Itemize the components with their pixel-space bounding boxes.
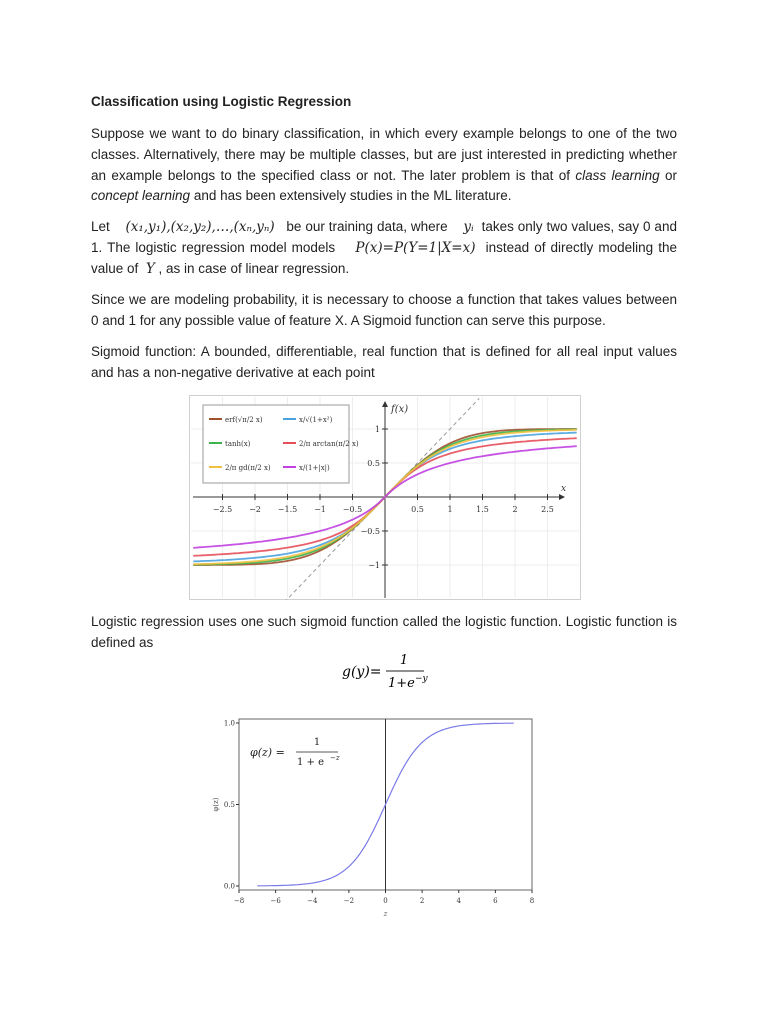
math-yi: yᵢ — [463, 219, 474, 235]
annotation-numerator: 1 — [313, 737, 321, 748]
legend-label-gd: 2/π gd(π/2 x) — [225, 464, 271, 472]
p2-text-b: be our training data, where — [286, 219, 448, 234]
annotation-denominator: 1 + e — [297, 757, 325, 768]
y-tick-label: −1 — [368, 561, 380, 570]
annotation-lhs: φ(z) = — [250, 746, 285, 759]
y-axis-label: φ(z) — [212, 797, 220, 812]
math-training-pairs: (x₁,y₁),(x₂,y₂),…,(xₙ,yₙ) — [125, 219, 275, 235]
legend-label-atan: 2/π arctan(π/2 x) — [299, 440, 359, 448]
p1-text-c: and has been extensively studies in the ML literature. — [190, 188, 512, 204]
math-y: Y — [145, 260, 155, 277]
x-tick-label: 4 — [456, 897, 461, 905]
y-tick-label: 0.5 — [223, 801, 235, 809]
p2-text-e: , as in case of linear regression. — [158, 260, 350, 276]
x-tick-label: 6 — [493, 897, 498, 905]
x-axis-label: x — [561, 484, 567, 494]
x-tick-label: −1.5 — [277, 505, 298, 514]
logistic-formula-svg — [342, 652, 432, 692]
y-tick-label: 1 — [374, 425, 380, 434]
formula-exponent: −y — [415, 674, 428, 684]
legend-label-abs: x/(1+|x|) — [299, 464, 330, 472]
paragraph-sigmoid-definition: Sigmoid function: A bounded, differentiable, real function that is defined for all real input values and has a non-negative derivative at each point — [91, 344, 677, 380]
x-axis-label: z — [383, 910, 388, 918]
x-tick-label: −6 — [270, 897, 281, 905]
paragraph-training-data — [91, 217, 677, 279]
y-tick-label: −0.5 — [360, 527, 380, 536]
paragraph-probability: Since we are modeling probability, it is necessary to choose a function that takes values between 0 and 1 for any possible value of feature X. A Sigmoid function can serve this purpose. — [91, 292, 677, 328]
legend-label-alg: x/√(1+x²) — [299, 416, 333, 424]
x-tick-label: −2.5 — [212, 505, 233, 514]
x-tick-label: −4 — [307, 897, 318, 905]
math-probability: P(x)=P(Y=1|X=x) — [355, 239, 476, 256]
x-tick-label: −2 — [343, 897, 355, 905]
x-tick-label: 8 — [529, 897, 535, 905]
document-title: Classification using Logistic Regression — [91, 94, 352, 109]
p2-text-d: instead of directly modeling the value of — [91, 239, 677, 276]
x-tick-label: 1.5 — [476, 505, 489, 514]
paragraph-logistic-function: Logistic regression uses one such sigmoid function called the logistic function. Logistic function is defined as — [91, 614, 677, 650]
p1-text-a: Suppose we want to do binary classification, in which every example belongs to one of the two classes. Alternatively, there may be multiple classes, but are just interested in predicting whether an example belongs to the specified class or not. The later problem is that of — [91, 126, 677, 183]
y-tick-label: 1.0 — [223, 719, 235, 728]
p2-text-a: Let — [91, 219, 110, 234]
sigmoid-functions-chart — [189, 395, 581, 600]
logistic-formula — [342, 652, 432, 696]
x-tick-label: 2 — [419, 897, 425, 905]
y-tick-label: 0.5 — [367, 459, 380, 468]
legend-label-tanh: tanh(x) — [225, 440, 251, 448]
paragraph-binary-classification — [91, 124, 677, 207]
p2-text-c: takes only two values, say 0 and 1. The logistic regression model models — [91, 219, 677, 255]
formula-denominator: 1+e — [388, 676, 415, 691]
x-tick-label: −1 — [314, 505, 326, 514]
p1-text-b: or — [659, 167, 677, 183]
x-tick-label: 1 — [447, 505, 453, 514]
x-tick-label: 0 — [383, 897, 388, 905]
x-tick-label: −8 — [233, 897, 245, 905]
x-tick-label: −2 — [249, 505, 261, 514]
y-axis-label: f(x) — [391, 404, 409, 415]
y-tick-label: 0.0 — [223, 882, 235, 891]
x-tick-label: 2.5 — [541, 505, 554, 514]
formula-numerator: 1 — [399, 653, 409, 668]
logistic-function-chart — [206, 708, 542, 930]
annotation-exponent: −z — [330, 754, 340, 762]
p1-em-concept-learning: concept learning — [91, 188, 191, 204]
x-tick-label: 2 — [512, 505, 518, 514]
p1-em-class-learning: class learning — [575, 167, 660, 183]
x-tick-label: 0.5 — [411, 505, 424, 514]
x-tick-label: −0.5 — [342, 505, 363, 514]
formula-lhs: g(y)= — [342, 664, 382, 680]
legend-label-erf: erf(√π/2 x) — [225, 416, 263, 424]
